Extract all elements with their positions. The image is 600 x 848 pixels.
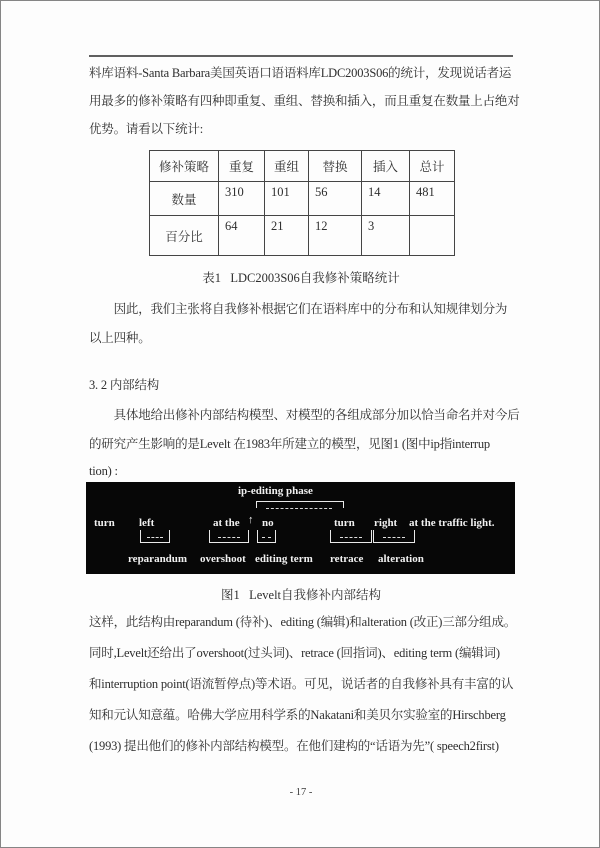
table-cell: 481 [410,182,455,216]
table-cell [410,216,455,256]
table-row [150,182,455,216]
table-header-cell: 插入 [362,151,410,182]
figure-word-no: no [262,517,274,529]
paragraph-line: 同时,Levelt还给出了overshoot(过头词)、retrace (回指词)、editing term (编辑词) [89,646,500,660]
paragraph-line: 料库语料-Santa Barbara美国英语口语语料库LDC2003S06的统计，发现说话者运 [89,66,512,80]
figure-word-at-the: at the [213,517,240,529]
table-cell: 3 [362,216,410,256]
overshoot-bracket [209,530,249,543]
header-rule [89,55,513,57]
label-reparandum: reparandum [128,553,188,565]
table-cell: 12 [309,216,362,256]
label-overshoot: overshoot [200,553,246,565]
table-caption: 表1 LDC2003S06自我修补策略统计 [202,271,400,285]
paragraph-line: (1993) 提出他们的修补内部结构模型。在他们建构的“话语为先”( speech2first) [89,739,499,753]
paragraph-line: 这样，此结构由reparandum (待补)、editing (编辑)和alteration (改正)三部分组成。 [89,615,517,629]
table-cell: 14 [362,182,410,216]
paragraph-line: 的研究产生影响的是Levelt 在1983年所建立的模型，见图1 (图中ip指interrup [89,437,490,451]
figure-caption: 图1 Levelt自我修补内部结构 [220,588,382,602]
reparandum-bracket [140,530,170,543]
editing-term-bracket [257,530,276,543]
editing-phase-bracket [256,501,344,508]
table-header-row [150,151,455,182]
table-cell: 64 [219,216,265,256]
table-header-cell: 重组 [265,151,309,182]
paragraph-line: 因此，我们主张将自我修补根据它们在语料库中的分布和认知规律划分为 [89,302,508,316]
repair-strategy-table [149,150,455,256]
figure-top-label: ip-editing phase [238,485,313,497]
table-cell: 21 [265,216,309,256]
table-row [150,216,455,256]
interruption-point-arrow-icon: ↑ [248,514,254,526]
label-alteration: alteration [378,553,424,565]
section-heading: 3. 2 内部结构 [89,378,160,392]
figure-word-at-the-traffic-light: at the traffic light. [409,517,495,529]
figure-word-turn2: turn [334,517,355,529]
table-cell: 101 [265,182,309,216]
figure-word-right: right [374,517,398,529]
label-retrace: retrace [330,553,364,565]
levelt-model-figure [86,482,515,574]
table-header-cell: 重复 [219,151,265,182]
paragraph-line: tion) : [89,464,118,478]
table-cell: 56 [309,182,362,216]
figure-word-turn1: turn [94,517,115,529]
label-editing-term: editing term [255,553,313,565]
paragraph-line: 和interruption point(语流暂停点)等术语。可见，说话者的自我修补具有丰富的认 [89,677,514,691]
paragraph-line: 具体地给出修补内部结构模型、对模型的各组成部分加以恰当命名并对今后 [89,408,520,422]
figure-word-left: left [139,517,155,529]
table-cell: 数量 [150,182,219,216]
table-header-cell: 总计 [410,151,455,182]
editing-phase-bracket-dashes [266,508,332,509]
paragraph-line: 用最多的修补策略有四种即重复、重组、替换和插入，而且重复在数量上占绝对 [89,94,520,108]
paragraph-line: 以上四种。 [89,331,151,345]
table-header-cell: 修补策略 [150,151,219,182]
paragraph-line: 优势。请看以下统计: [89,122,203,136]
table-header-cell: 替换 [309,151,362,182]
table-cell: 百分比 [150,216,219,256]
retrace-bracket [330,530,372,543]
page-number: - 17 - [289,787,313,798]
alteration-bracket [373,530,415,543]
table-cell: 310 [219,182,265,216]
paragraph-line: 知和元认知意蕴。哈佛大学应用科学系的Nakatani和美贝尔实验室的Hirschberg [89,708,506,722]
